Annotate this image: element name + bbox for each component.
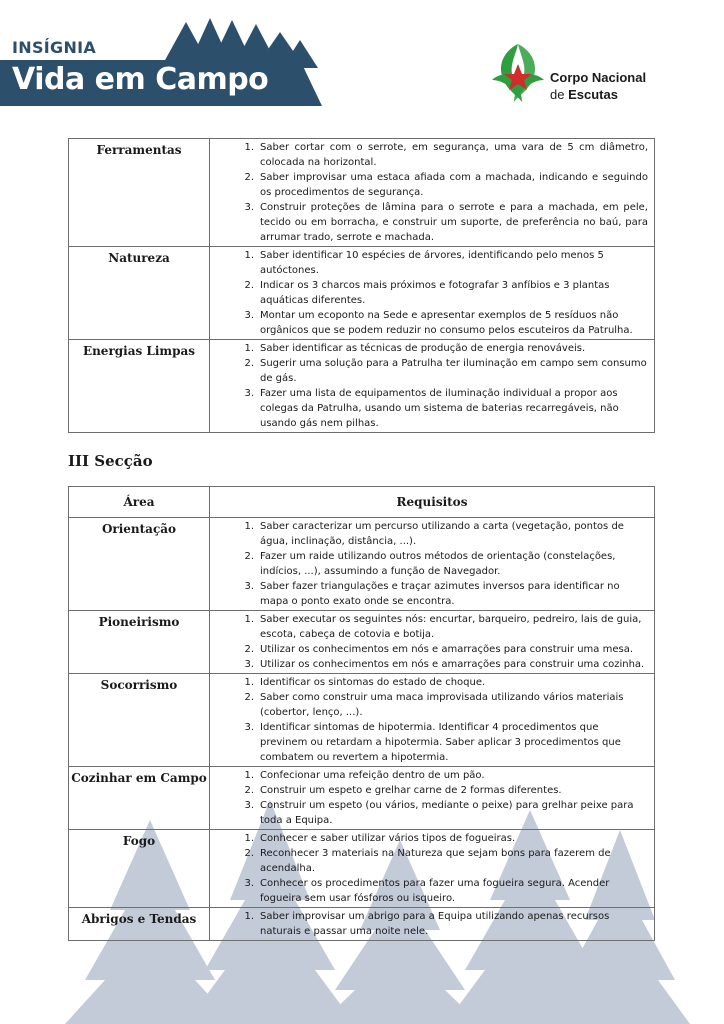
item-text: Fazer um raide utilizando outros métodos de orientação (constelações, indícios, ...), assumindo a função de Navegador. bbox=[260, 551, 616, 577]
item-number: 1 . bbox=[210, 612, 260, 642]
list-item bbox=[210, 783, 648, 798]
header-requirements: Requisitos bbox=[210, 487, 655, 518]
header-area: Área bbox=[69, 487, 210, 518]
item-number: 2 . bbox=[210, 846, 260, 876]
area-cell: Cozinhar em Campo bbox=[69, 767, 210, 830]
item-number: 2 . bbox=[210, 170, 260, 200]
item-text: Conhecer os procedimentos para fazer uma fogueira segura. Acender fogueira sem usar fósforos ou isqueiro. bbox=[260, 878, 610, 904]
item-text: Saber identificar 10 espécies de árvores, identificando pelo menos 5 autóctones. bbox=[260, 250, 604, 276]
item-text: Construir um espeto e grelhar carne de 2 formas diferentes. bbox=[260, 785, 562, 796]
insignia-label: INSÍGNIA bbox=[12, 38, 97, 57]
item-text: Utilizar os conhecimentos em nós e amarrações para construir uma cozinha. bbox=[260, 659, 645, 670]
requirements-list bbox=[210, 768, 648, 828]
list-item bbox=[210, 846, 648, 876]
requirements-list bbox=[210, 248, 648, 338]
item-number: 2 . bbox=[210, 783, 260, 798]
item-number: 2 . bbox=[210, 642, 260, 657]
item-number: 1 . bbox=[210, 140, 260, 170]
list-item bbox=[210, 876, 648, 906]
item-text: Construir proteções de lâmina para o serrote e para a machada, em pele, tecido ou em borracha, e construir um suporte, de preferência no baú, para arrumar trado, serrote e machada. bbox=[260, 202, 648, 243]
section-title: III Secção bbox=[68, 452, 153, 470]
requirements-cell bbox=[210, 908, 655, 941]
requirements-cell bbox=[210, 830, 655, 908]
item-text: Saber improvisar um abrigo para a Equipa utilizando apenas recursos naturais e passar uma noite nele. bbox=[260, 911, 610, 937]
item-number: 1 . bbox=[210, 768, 260, 783]
item-number: 1 . bbox=[210, 831, 260, 846]
item-number: 3 . bbox=[210, 386, 260, 431]
item-text: Reconhecer 3 materiais na Natureza que sejam bons para fazerem de acendalha. bbox=[260, 848, 611, 874]
requirements-cell bbox=[210, 139, 655, 247]
list-item bbox=[210, 308, 648, 338]
item-number: 3 . bbox=[210, 200, 260, 245]
list-item bbox=[210, 140, 648, 170]
area-cell: Energias Limpas bbox=[69, 340, 210, 433]
item-text: Construir um espeto (ou vários, mediante o peixe) para grelhar peixe para toda a Equipa. bbox=[260, 800, 634, 826]
item-number: 1 . bbox=[210, 675, 260, 690]
item-text: Utilizar os conhecimentos em nós e amarrações para construir uma mesa. bbox=[260, 644, 633, 655]
table-row bbox=[69, 611, 655, 674]
item-text: Saber cortar com o serrote, em segurança, uma vara de 5 cm diâmetro, colocada na horizontal. bbox=[260, 142, 648, 168]
list-item bbox=[210, 798, 648, 828]
list-item bbox=[210, 642, 648, 657]
requirements-cell bbox=[210, 611, 655, 674]
list-item bbox=[210, 690, 648, 720]
area-cell: Pioneirismo bbox=[69, 611, 210, 674]
list-item bbox=[210, 341, 648, 356]
requirements-cell bbox=[210, 247, 655, 340]
item-number: 2 . bbox=[210, 356, 260, 386]
item-number: 2 . bbox=[210, 278, 260, 308]
list-item bbox=[210, 831, 648, 846]
area-cell: Fogo bbox=[69, 830, 210, 908]
table-header-row bbox=[69, 487, 655, 518]
item-text: Montar um ecoponto na Sede e apresentar exemplos de 5 resíduos não orgânicos que se podem reduzir no consumo pelos escuteiros da Patrulha. bbox=[260, 310, 633, 336]
table-row bbox=[69, 908, 655, 941]
item-number: 3 . bbox=[210, 876, 260, 906]
area-cell: Orientação bbox=[69, 518, 210, 611]
item-number: 3 . bbox=[210, 579, 260, 609]
item-text: Confecionar uma refeição dentro de um pão. bbox=[260, 770, 485, 781]
list-item bbox=[210, 248, 648, 278]
logo-text-de: de bbox=[550, 87, 569, 102]
list-item bbox=[210, 768, 648, 783]
requirements-list bbox=[210, 612, 648, 672]
list-item bbox=[210, 386, 648, 431]
list-item bbox=[210, 720, 648, 765]
table-row bbox=[69, 139, 655, 247]
item-number: 2 . bbox=[210, 549, 260, 579]
fleur-de-lis-icon bbox=[492, 44, 544, 102]
requirements-list bbox=[210, 140, 648, 245]
requirements-table-2 bbox=[68, 486, 655, 941]
table-row bbox=[69, 340, 655, 433]
item-text: Saber como construir uma maca improvisada utilizando vários materiais (cobertor, lenço, ...). bbox=[260, 692, 624, 718]
item-text: Indicar os 3 charcos mais próximos e fotografar 3 anfíbios e 3 plantas aquáticas diferentes. bbox=[260, 280, 610, 306]
item-number: 2 . bbox=[210, 690, 260, 720]
list-item bbox=[210, 549, 648, 579]
item-number: 1 . bbox=[210, 341, 260, 356]
list-item bbox=[210, 170, 648, 200]
list-item bbox=[210, 657, 648, 672]
requirements-cell bbox=[210, 340, 655, 433]
table-row bbox=[69, 830, 655, 908]
requirements-list bbox=[210, 341, 648, 431]
table-row bbox=[69, 674, 655, 767]
item-text: Conhecer e saber utilizar vários tipos de fogueiras. bbox=[260, 833, 516, 844]
insignia-title: Vida em Campo bbox=[12, 62, 269, 97]
requirements-cell bbox=[210, 518, 655, 611]
requirements-list bbox=[210, 519, 648, 609]
list-item bbox=[210, 278, 648, 308]
table-row bbox=[69, 518, 655, 611]
table-row bbox=[69, 767, 655, 830]
requirements-cell bbox=[210, 674, 655, 767]
list-item bbox=[210, 675, 648, 690]
list-item bbox=[210, 612, 648, 642]
requirements-list bbox=[210, 909, 648, 939]
item-text: Saber executar os seguintes nós: encurtar, barqueiro, pedreiro, lais de guia, escota, cabeça de cotovia e botija. bbox=[260, 614, 642, 640]
requirements-cell bbox=[210, 767, 655, 830]
area-cell: Natureza bbox=[69, 247, 210, 340]
item-number: 1 . bbox=[210, 248, 260, 278]
item-number: 1 . bbox=[210, 909, 260, 939]
area-cell: Socorrismo bbox=[69, 674, 210, 767]
item-number: 3 . bbox=[210, 657, 260, 672]
list-item bbox=[210, 909, 648, 939]
list-item bbox=[210, 519, 648, 549]
logo-text-escutas: Escutas bbox=[568, 87, 618, 102]
item-text: Identificar sintomas de hipotermia. Identificar 4 procedimentos que previnem ou retardam a hipotermia. Saber aplicar 3 procedimentos que combatem ou revertem a hipotermia. bbox=[260, 722, 621, 763]
item-text: Saber fazer triangulações e traçar azimutes inversos para identificar no mapa o ponto exato onde se encontra. bbox=[260, 581, 620, 607]
item-number: 1 . bbox=[210, 519, 260, 549]
item-number: 3 . bbox=[210, 720, 260, 765]
list-item bbox=[210, 200, 648, 245]
item-text: Saber identificar as técnicas de produção de energia renováveis. bbox=[260, 343, 586, 354]
list-item bbox=[210, 356, 648, 386]
item-text: Saber improvisar uma estaca afiada com a machada, indicando e seguindo os procedimentos de segurança. bbox=[260, 172, 648, 198]
item-text: Saber caracterizar um percurso utilizando a carta (vegetação, pontos de água, inclinação, distância, ...). bbox=[260, 521, 624, 547]
area-cell: Abrigos e Tendas bbox=[69, 908, 210, 941]
logo-text-line2 bbox=[550, 87, 618, 102]
requirements-table-1 bbox=[68, 138, 655, 433]
item-text: Identificar os sintomas do estado de choque. bbox=[260, 677, 486, 688]
list-item bbox=[210, 579, 648, 609]
item-number: 3 . bbox=[210, 308, 260, 338]
item-text: Fazer uma lista de equipamentos de iluminação individual a propor aos colegas da Patrulha, usando um sistema de baterias recarregáveis, não usando gás nem pilhas. bbox=[260, 388, 619, 429]
requirements-list bbox=[210, 831, 648, 906]
logo-text-line1: Corpo Nacional bbox=[550, 70, 647, 85]
requirements-list bbox=[210, 675, 648, 765]
item-number: 3 . bbox=[210, 798, 260, 828]
table-row bbox=[69, 247, 655, 340]
area-cell: Ferramentas bbox=[69, 139, 210, 247]
item-text: Sugerir uma solução para a Patrulha ter iluminação em campo sem consumo de gás. bbox=[260, 358, 647, 384]
